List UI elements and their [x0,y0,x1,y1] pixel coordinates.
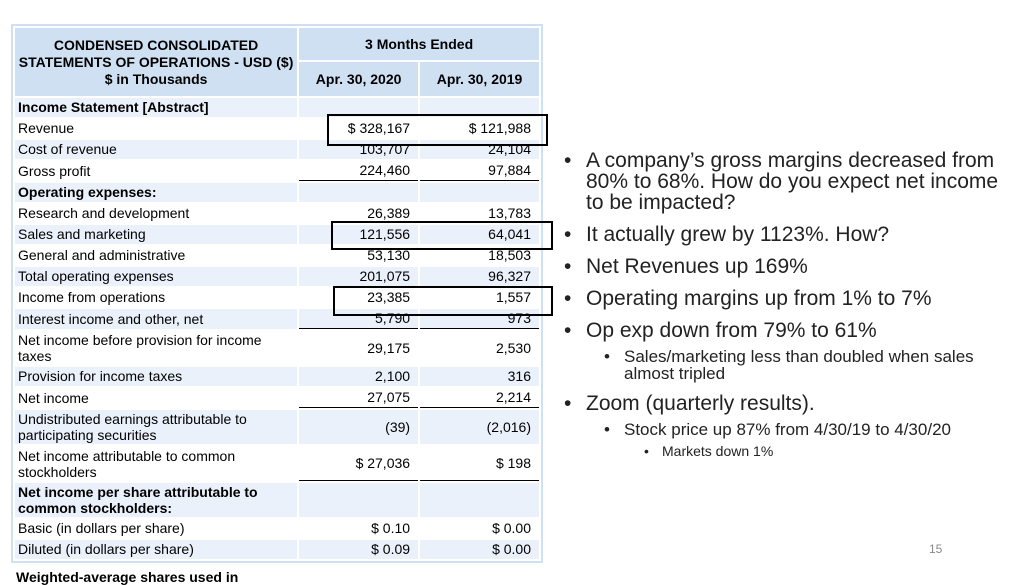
column-header-2019: Apr. 30, 2019 [420,62,539,96]
table-row [15,331,539,365]
table-row [15,519,539,538]
table-corner-title: CONDENSED CONSOLIDATED STATEMENTS OF OPERATIONS - USD ($) $ in Thousands [15,28,297,96]
value-2019: 18,503 [420,246,539,265]
highlight-box-income-operations [333,286,553,316]
value-2020: $ 0.09 [299,540,418,559]
row-label: Income Statement [Abstract] [15,98,297,117]
value-2019 [420,483,539,517]
value-2020 [299,183,418,202]
value-2019: 96,327 [420,267,539,286]
bullet-grew: • It actually grew by 1123%. How? [562,224,1012,245]
bullet-markets: • Markets down 1% [562,443,1012,459]
bullet-zoom: • Zoom (quarterly results). [562,393,1012,414]
row-label: Operating expenses: [15,183,297,202]
value-2019: 2,214 [420,388,539,408]
value-2019 [420,183,539,202]
row-label: Gross profit [15,161,297,181]
value-2020: 224,460 [299,161,418,181]
row-label: Net income [15,388,297,408]
value-2020: 53,130 [299,246,418,265]
value-2020: 103,707 [299,140,418,159]
period-header: 3 Months Ended [299,28,539,60]
row-label: Net income before provision for income taxes [15,331,297,365]
table-row [15,483,539,517]
value-2019: 24,104 [420,140,539,159]
table-row [15,267,539,286]
bullet-net-revenues: • Net Revenues up 169% [562,256,1012,277]
table-row [15,410,539,444]
bullet-sales-marketing: • Sales/marketing less than doubled when sales almost tripled [562,348,1012,382]
row-label: Net income per share attributable to common stockholders: [15,483,297,517]
value-2020: 27,075 [299,388,418,408]
bullet-op-exp: • Op exp down from 79% to 61% [562,320,1012,341]
highlight-box-sales-marketing [331,221,553,250]
bullet-list [562,150,1012,459]
value-2019: (2,016) [420,410,539,444]
value-2020: $ 0.10 [299,519,418,538]
value-2020: (39) [299,410,418,444]
value-2020: $ 328,167 [299,119,418,138]
bullet-stock-price: • Stock price up 87% from 4/30/19 to 4/30/20 [562,421,1012,438]
bullet-operating-margins: • Operating margins up from 1% to 7% [562,288,1012,309]
table-row [15,367,539,386]
table-row [15,161,539,181]
value-2020: $ 27,036 [299,446,418,481]
value-2019: 973 [420,309,539,329]
value-2020: 29,175 [299,331,418,365]
row-label: Net income attributable to common stockholders [15,446,297,481]
value-2019: $ 0.00 [420,519,539,538]
value-2019: $ 121,988 [420,119,539,138]
value-2019: $ 0.00 [420,540,539,559]
value-2019: 1,557 [420,288,539,307]
row-label: Undistributed earnings attributable to participating securities [15,410,297,444]
table-row [15,446,539,481]
value-2019: 2,530 [420,331,539,365]
table-row [15,388,539,408]
row-label: Diluted (in dollars per share) [15,540,297,559]
row-label: Cost of revenue [15,140,297,159]
row-label: General and administrative [15,246,297,265]
value-2020: 121,556 [299,225,418,244]
value-2019: 13,783 [420,204,539,223]
value-2020: 23,385 [299,288,418,307]
value-2019: 316 [420,367,539,386]
value-2019: $ 198 [420,446,539,481]
row-label: Provision for income taxes [15,367,297,386]
row-label: Revenue [15,119,297,138]
row-label: Income from operations [15,288,297,307]
value-2020: 201,075 [299,267,418,286]
table-row [15,540,539,559]
clipped-row-label: Weighted-average shares used in [16,569,239,585]
value-2019: 64,041 [420,225,539,244]
row-label: Research and development [15,204,297,223]
value-2020: 2,100 [299,367,418,386]
table-row [15,183,539,202]
value-2020 [299,483,418,517]
row-label: Sales and marketing [15,225,297,244]
row-label: Interest income and other, net [15,309,297,329]
row-label: Basic (in dollars per share) [15,519,297,538]
page-number: 15 [929,542,943,556]
column-header-2020: Apr. 30, 2020 [299,62,418,96]
bullet-gross-margins: • A company’s gross margins decreased from 80% to 68%. How do you expect net income to be impacted? [562,150,1012,213]
highlight-box-revenue [327,114,548,146]
row-label: Total operating expenses [15,267,297,286]
table-body [15,98,539,559]
value-2020: 26,389 [299,204,418,223]
value-2019: 97,884 [420,161,539,181]
value-2020: 5,790 [299,309,418,329]
